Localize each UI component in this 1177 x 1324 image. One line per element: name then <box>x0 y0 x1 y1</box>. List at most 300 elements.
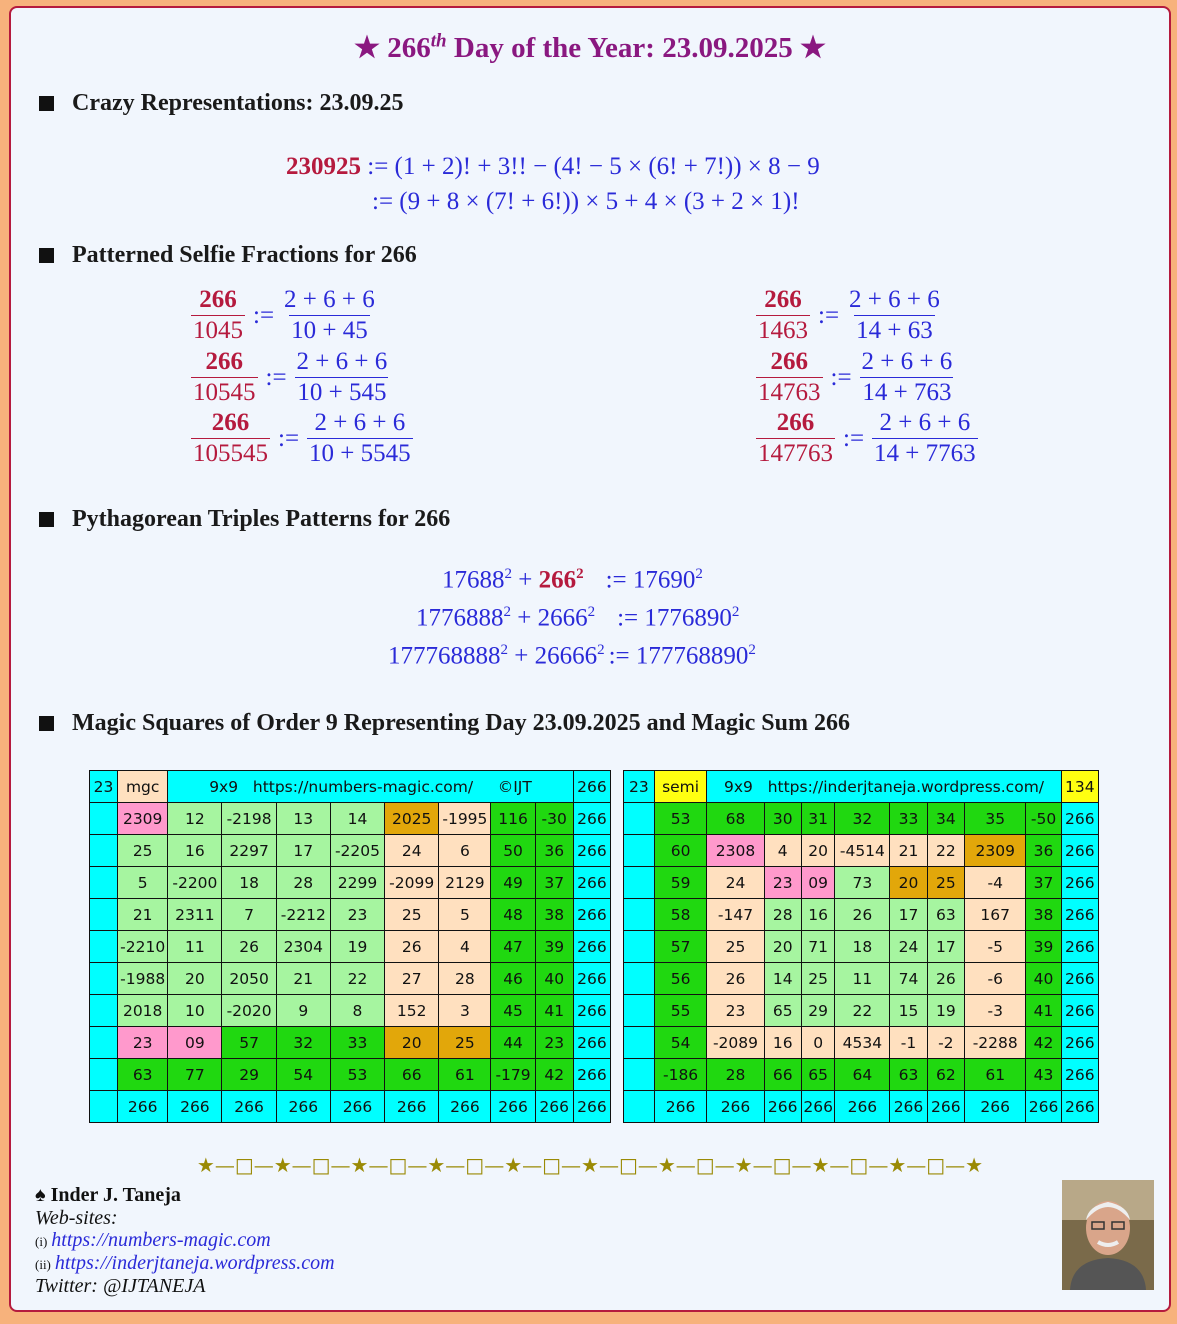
fraction-part: 14 + 763 <box>862 379 952 406</box>
table-cell: 8 <box>330 995 384 1027</box>
table-row <box>90 1027 611 1059</box>
table-cell: 266 <box>118 1091 168 1123</box>
table-cell: 38 <box>1026 899 1061 931</box>
table-lead-cell <box>624 995 655 1027</box>
selfie-fraction <box>756 347 954 408</box>
crazy-line-2: := (9 + 8 × (7! + 6!)) × 5 + 4 × (3 + 2 × 1)! <box>372 188 800 215</box>
table-cell: 11 <box>168 931 222 963</box>
table-cell: 35 <box>964 803 1025 835</box>
table-cell: 43 <box>1026 1059 1061 1091</box>
fraction-part: 10 + 545 <box>297 379 387 406</box>
title-rest: Day of the Year: 23.09.2025 ★ <box>446 32 826 64</box>
fraction-part: 2 + 6 + 6 <box>296 348 388 375</box>
table-cell: 266 <box>385 1091 439 1123</box>
table-cell: 167 <box>964 899 1025 931</box>
table-row <box>90 963 611 995</box>
fraction-part: 266 <box>770 348 808 375</box>
table-cell: 20 <box>168 963 222 995</box>
table-cell: 18 <box>222 867 276 899</box>
table-cell: -2099 <box>385 867 439 899</box>
table-header-cell: 266 <box>573 771 610 803</box>
table-cell: 266 <box>707 1091 764 1123</box>
table-cell: 42 <box>1026 1027 1061 1059</box>
table-row <box>90 803 611 835</box>
title-sup: th <box>430 30 447 52</box>
table-cell: 17 <box>890 899 927 931</box>
table-row <box>624 931 1099 963</box>
table-cell: 25 <box>801 963 835 995</box>
table-cell: -5 <box>964 931 1025 963</box>
table-cell: 68 <box>707 803 764 835</box>
table-cell: 31 <box>801 803 835 835</box>
table-cell: 23 <box>707 995 764 1027</box>
table-cell: 53 <box>654 803 707 835</box>
fraction-part: 10 + 45 <box>291 317 368 344</box>
table-cell: 21 <box>890 835 927 867</box>
table-cell: 63 <box>890 1059 927 1091</box>
table-cell: 63 <box>118 1059 168 1091</box>
table-cell: 266 <box>573 803 610 835</box>
table-cell: 2018 <box>118 995 168 1027</box>
table-cell: 19 <box>927 995 964 1027</box>
table-cell: 266 <box>1061 1027 1098 1059</box>
table-row <box>90 835 611 867</box>
fraction-part: := <box>278 424 300 452</box>
table-cell: 61 <box>439 1059 491 1091</box>
table-row <box>624 1027 1099 1059</box>
table-cell: 66 <box>764 1059 801 1091</box>
table-cell: 0 <box>801 1027 835 1059</box>
table-header-cell: mgc <box>118 771 168 803</box>
table-cell: 20 <box>764 931 801 963</box>
table-cell: 2308 <box>707 835 764 867</box>
table-lead-cell <box>90 1091 118 1123</box>
table-cell: 20 <box>890 867 927 899</box>
table-lead-cell <box>624 1059 655 1091</box>
table-cell: 74 <box>890 963 927 995</box>
table-cell: 64 <box>835 1059 890 1091</box>
table-cell: 65 <box>764 995 801 1027</box>
author-photo <box>1062 1180 1154 1290</box>
table-cell: -2020 <box>222 995 276 1027</box>
table-cell: 266 <box>1061 835 1098 867</box>
table-cell: 29 <box>801 995 835 1027</box>
table-cell: 21 <box>118 899 168 931</box>
fraction-part: := <box>265 363 287 391</box>
table-cell: 40 <box>1026 963 1061 995</box>
table-cell: 22 <box>927 835 964 867</box>
table-cell: -30 <box>535 803 573 835</box>
table-cell: 2050 <box>222 963 276 995</box>
bullet-square-icon <box>39 248 54 263</box>
table-cell: 42 <box>535 1059 573 1091</box>
table-cell: 266 <box>573 963 610 995</box>
table-cell: 266 <box>573 1059 610 1091</box>
table-cell: 63 <box>927 899 964 931</box>
table-cell: 266 <box>835 1091 890 1123</box>
table-cell: 266 <box>927 1091 964 1123</box>
table-cell: -3 <box>964 995 1025 1027</box>
table-cell: 36 <box>1026 835 1061 867</box>
table-lead-cell <box>624 899 655 931</box>
table-cell: -2200 <box>168 867 222 899</box>
bullet-square-icon <box>39 96 54 111</box>
table-cell: 266 <box>573 867 610 899</box>
fraction-part: 105545 <box>193 440 268 467</box>
table-cell: 11 <box>835 963 890 995</box>
table-cell: 266 <box>491 1091 535 1123</box>
table-cell: 59 <box>654 867 707 899</box>
table-cell: 23 <box>764 867 801 899</box>
table-cell: 2309 <box>118 803 168 835</box>
table-row <box>624 835 1099 867</box>
table-cell: 77 <box>168 1059 222 1091</box>
table-cell: 266 <box>330 1091 384 1123</box>
table-cell: 26 <box>222 931 276 963</box>
fraction-part: 14 + 7763 <box>874 440 976 467</box>
author-name: ♠ Inder J. Taneja <box>35 1184 181 1206</box>
fraction-part: 266 <box>205 348 243 375</box>
table-cell: 62 <box>927 1059 964 1091</box>
table-cell: 38 <box>535 899 573 931</box>
table-cell: 16 <box>801 899 835 931</box>
table-cell: 56 <box>654 963 707 995</box>
table-lead-cell <box>624 931 655 963</box>
table-cell: 47 <box>491 931 535 963</box>
table-lead-cell <box>90 867 118 899</box>
table-cell: 24 <box>385 835 439 867</box>
fraction-part: 2 + 6 + 6 <box>284 286 375 313</box>
table-cell: 14 <box>764 963 801 995</box>
fraction-part: 1045 <box>193 317 243 344</box>
page-title <box>11 30 1169 65</box>
table-cell: 266 <box>1026 1091 1061 1123</box>
table-cell: 266 <box>439 1091 491 1123</box>
fraction-part: 1463 <box>758 317 808 344</box>
fraction-part: := <box>818 301 840 329</box>
table-cell: 25 <box>118 835 168 867</box>
table-cell: 7 <box>222 899 276 931</box>
table-cell: 53 <box>330 1059 384 1091</box>
magic-square-table-1 <box>89 770 611 1123</box>
table-lead-cell <box>90 963 118 995</box>
table-header-cell: 23 <box>624 771 655 803</box>
table-cell: 266 <box>535 1091 573 1123</box>
table-cell: 39 <box>1026 931 1061 963</box>
table-cell: -179 <box>491 1059 535 1091</box>
table-cell: 28 <box>707 1059 764 1091</box>
table-cell: 36 <box>535 835 573 867</box>
table-cell: 26 <box>927 963 964 995</box>
table-cell: 55 <box>654 995 707 1027</box>
table-cell: 23 <box>535 1027 573 1059</box>
fraction-part: 266 <box>199 286 237 313</box>
table-cell: 5 <box>439 899 491 931</box>
fraction-part: := <box>253 301 275 329</box>
table-cell: 266 <box>168 1091 222 1123</box>
pythagorean-line: $17688^2 + 266^2$ := $17690^2$ <box>442 566 703 594</box>
heading-pyth: Pythagorean Triples Patterns for 266 <box>39 506 450 533</box>
table-row <box>624 899 1099 931</box>
table-cell: 2297 <box>222 835 276 867</box>
table-cell: 2025 <box>385 803 439 835</box>
table-cell: 48 <box>491 899 535 931</box>
table-lead-cell <box>624 1091 655 1123</box>
table-cell: 46 <box>491 963 535 995</box>
table-cell: 28 <box>276 867 330 899</box>
table-cell: 19 <box>330 931 384 963</box>
table-row <box>624 867 1099 899</box>
table-cell: 9 <box>276 995 330 1027</box>
table-cell: 32 <box>276 1027 330 1059</box>
table-row <box>90 995 611 1027</box>
table-cell: 23 <box>118 1027 168 1059</box>
fraction-part: 147763 <box>758 440 833 467</box>
table-cell: 09 <box>168 1027 222 1059</box>
crazy-number: 230925 <box>286 153 361 180</box>
websites-label: Web-sites: <box>35 1207 118 1229</box>
fraction-part: 266 <box>211 409 250 436</box>
table-cell: 71 <box>801 931 835 963</box>
magic-square-table-2 <box>623 770 1099 1123</box>
table-cell: -1988 <box>118 963 168 995</box>
selfie-fraction <box>191 285 377 346</box>
selfie-fraction <box>191 408 413 469</box>
fraction-part: 14763 <box>758 379 821 406</box>
table-cell: 20 <box>801 835 835 867</box>
table-cell: -2212 <box>276 899 330 931</box>
fraction-part: 266 <box>776 409 815 436</box>
table-row <box>624 1059 1099 1091</box>
table-cell: 41 <box>535 995 573 1027</box>
table-cell: 266 <box>1061 899 1098 931</box>
table-cell: -186 <box>654 1059 707 1091</box>
table-cell: 50 <box>491 835 535 867</box>
table-lead-cell <box>624 835 655 867</box>
table-cell: 5 <box>118 867 168 899</box>
table-row <box>624 963 1099 995</box>
table-cell: 34 <box>927 803 964 835</box>
table-cell: 54 <box>276 1059 330 1091</box>
table-cell: 17 <box>276 835 330 867</box>
table-cell: 12 <box>168 803 222 835</box>
table-lead-cell <box>624 867 655 899</box>
table-cell: 10 <box>168 995 222 1027</box>
heading-magic: Magic Squares of Order 9 Representing Day 23.09.2025 and Magic Sum 266 <box>39 710 850 737</box>
table-cell: 13 <box>276 803 330 835</box>
table-cell: 58 <box>654 899 707 931</box>
table-cell: 22 <box>835 995 890 1027</box>
table-cell: 2129 <box>439 867 491 899</box>
table-cell: 2309 <box>964 835 1025 867</box>
table-cell: 266 <box>1061 1059 1098 1091</box>
table-cell: -1995 <box>439 803 491 835</box>
table-cell: 33 <box>890 803 927 835</box>
table-cell: 25 <box>927 867 964 899</box>
table-row <box>90 867 611 899</box>
fraction-part: 10545 <box>193 379 256 406</box>
table-row <box>624 995 1099 1027</box>
title-prefix: ★ 266 <box>354 32 431 64</box>
table-cell: 18 <box>835 931 890 963</box>
table-row <box>624 1091 1099 1123</box>
pythagorean-line: $1776888^2 + 2666^2$ := $1776890^2$ <box>416 604 740 632</box>
table-cell: 266 <box>964 1091 1025 1123</box>
heading-crazy: Crazy Representations: 23.09.25 <box>39 90 404 117</box>
bullet-square-icon <box>39 716 54 731</box>
table-cell: 28 <box>439 963 491 995</box>
table-cell: 25 <box>439 1027 491 1059</box>
table-cell: 266 <box>573 1027 610 1059</box>
table-lead-cell <box>90 1059 118 1091</box>
table-header-cell: 134 <box>1061 771 1098 803</box>
table-cell: 22 <box>330 963 384 995</box>
table-header-cell: 9x9 https://inderjtaneja.wordpress.com/ <box>707 771 1061 803</box>
table-cell: 24 <box>890 931 927 963</box>
table-cell: 39 <box>535 931 573 963</box>
table-cell: 266 <box>222 1091 276 1123</box>
table-cell: 266 <box>573 1091 610 1123</box>
table-cell: 44 <box>491 1027 535 1059</box>
fraction-part: 2 + 6 + 6 <box>861 348 953 375</box>
table-cell: -4514 <box>835 835 890 867</box>
table-cell: 21 <box>276 963 330 995</box>
page-card <box>9 6 1171 1312</box>
table-cell: 26 <box>707 963 764 995</box>
table-cell: 28 <box>764 899 801 931</box>
fraction-part: 10 + 5545 <box>309 440 411 467</box>
table-row <box>90 1059 611 1091</box>
table-lead-cell <box>90 931 118 963</box>
fraction-part: := <box>830 363 852 391</box>
table-cell: 266 <box>1061 1091 1098 1123</box>
table-cell: 17 <box>927 931 964 963</box>
table-lead-cell <box>90 1027 118 1059</box>
fraction-part: 2 + 6 + 6 <box>849 286 940 313</box>
table-cell: 27 <box>385 963 439 995</box>
table-cell: -6 <box>964 963 1025 995</box>
selfie-fraction <box>756 285 942 346</box>
table-cell: 16 <box>764 1027 801 1059</box>
table-cell: 25 <box>707 931 764 963</box>
table-cell: 23 <box>330 899 384 931</box>
twitter-handle: Twitter: @IJTANEJA <box>35 1275 206 1297</box>
decorative-divider: ★—□—★—□—★—□—★—□—★—□—★—□—★—□—★—□—★—□—★—□—★ <box>196 1153 984 1177</box>
site-link-1[interactable]: https://numbers-magic.com <box>51 1229 271 1251</box>
table-lead-cell <box>624 1027 655 1059</box>
table-cell: 54 <box>654 1027 707 1059</box>
table-cell: -2210 <box>118 931 168 963</box>
table-cell: 2304 <box>276 931 330 963</box>
table-cell: 266 <box>1061 803 1098 835</box>
table-cell: 2299 <box>330 867 384 899</box>
table-lead-cell <box>624 803 655 835</box>
site-link-2[interactable]: https://inderjtaneja.wordpress.com <box>54 1252 335 1274</box>
table-cell: 266 <box>764 1091 801 1123</box>
table-header-cell: 23 <box>90 771 118 803</box>
table-cell: 266 <box>654 1091 707 1123</box>
table-cell: 266 <box>1061 995 1098 1027</box>
bullet-square-icon <box>39 512 54 527</box>
table-cell: -4 <box>964 867 1025 899</box>
table-cell: 266 <box>801 1091 835 1123</box>
table-cell: 266 <box>890 1091 927 1123</box>
table-cell: 29 <box>222 1059 276 1091</box>
pythagorean-line: $177768888^2 + 26666^2$ := $177768890^2$ <box>388 642 756 670</box>
table-row <box>624 803 1099 835</box>
table-lead-cell <box>90 899 118 931</box>
table-cell: -2089 <box>707 1027 764 1059</box>
table-header-cell: semi <box>654 771 707 803</box>
selfie-fraction <box>191 347 389 408</box>
table-lead-cell <box>624 963 655 995</box>
crazy-line-1: 230925 := (1 + 2)! + 3!! − (4! − 5 × (6! + 7!)) × 8 − 9 <box>286 153 820 180</box>
fraction-part: 266 <box>764 286 802 313</box>
table-cell: 266 <box>573 931 610 963</box>
table-cell: 41 <box>1026 995 1061 1027</box>
table-cell: 65 <box>801 1059 835 1091</box>
table-row <box>90 931 611 963</box>
table-cell: -1 <box>890 1027 927 1059</box>
table-cell: 49 <box>491 867 535 899</box>
table-cell: 37 <box>535 867 573 899</box>
table-cell: 57 <box>222 1027 276 1059</box>
table-cell: 37 <box>1026 867 1061 899</box>
table-cell: 33 <box>330 1027 384 1059</box>
table-cell: 14 <box>330 803 384 835</box>
table-lead-cell <box>90 835 118 867</box>
fraction-part: 2 + 6 + 6 <box>879 409 971 436</box>
table-cell: 24 <box>707 867 764 899</box>
table-cell: 45 <box>491 995 535 1027</box>
table-cell: 30 <box>764 803 801 835</box>
fraction-part: := <box>843 424 865 452</box>
table-cell: 26 <box>385 931 439 963</box>
fraction-part: 2 + 6 + 6 <box>314 409 406 436</box>
table-cell: 4 <box>764 835 801 867</box>
author-block: ♠ Inder J. Taneja Web-sites: (i) https://numbers-magic.com (ii) https://inderjtaneja.wordpress.com Twitter: @IJTANEJA <box>35 1184 335 1297</box>
table-row <box>90 899 611 931</box>
table-cell: 61 <box>964 1059 1025 1091</box>
table-cell: 266 <box>1061 931 1098 963</box>
table-lead-cell <box>90 803 118 835</box>
table-cell: 266 <box>1061 867 1098 899</box>
table-cell: 266 <box>276 1091 330 1123</box>
table-cell: 16 <box>168 835 222 867</box>
table-cell: 73 <box>835 867 890 899</box>
table-cell: -147 <box>707 899 764 931</box>
table-cell: 57 <box>654 931 707 963</box>
table-lead-cell <box>90 995 118 1027</box>
table-cell: -2 <box>927 1027 964 1059</box>
table-cell: 32 <box>835 803 890 835</box>
table-row <box>90 1091 611 1123</box>
table-cell: 40 <box>535 963 573 995</box>
table-cell: 6 <box>439 835 491 867</box>
table-header-cell: 9x9 https://numbers-magic.com/ ©IJT <box>168 771 574 803</box>
heading-selfie: Patterned Selfie Fractions for 266 <box>39 242 417 269</box>
table-cell: 66 <box>385 1059 439 1091</box>
table-cell: -2198 <box>222 803 276 835</box>
table-cell: 15 <box>890 995 927 1027</box>
selfie-fraction <box>756 408 978 469</box>
table-cell: 152 <box>385 995 439 1027</box>
table-cell: 2311 <box>168 899 222 931</box>
table-cell: 116 <box>491 803 535 835</box>
table-cell: 266 <box>1061 963 1098 995</box>
table-cell: 266 <box>573 835 610 867</box>
table-cell: -2205 <box>330 835 384 867</box>
